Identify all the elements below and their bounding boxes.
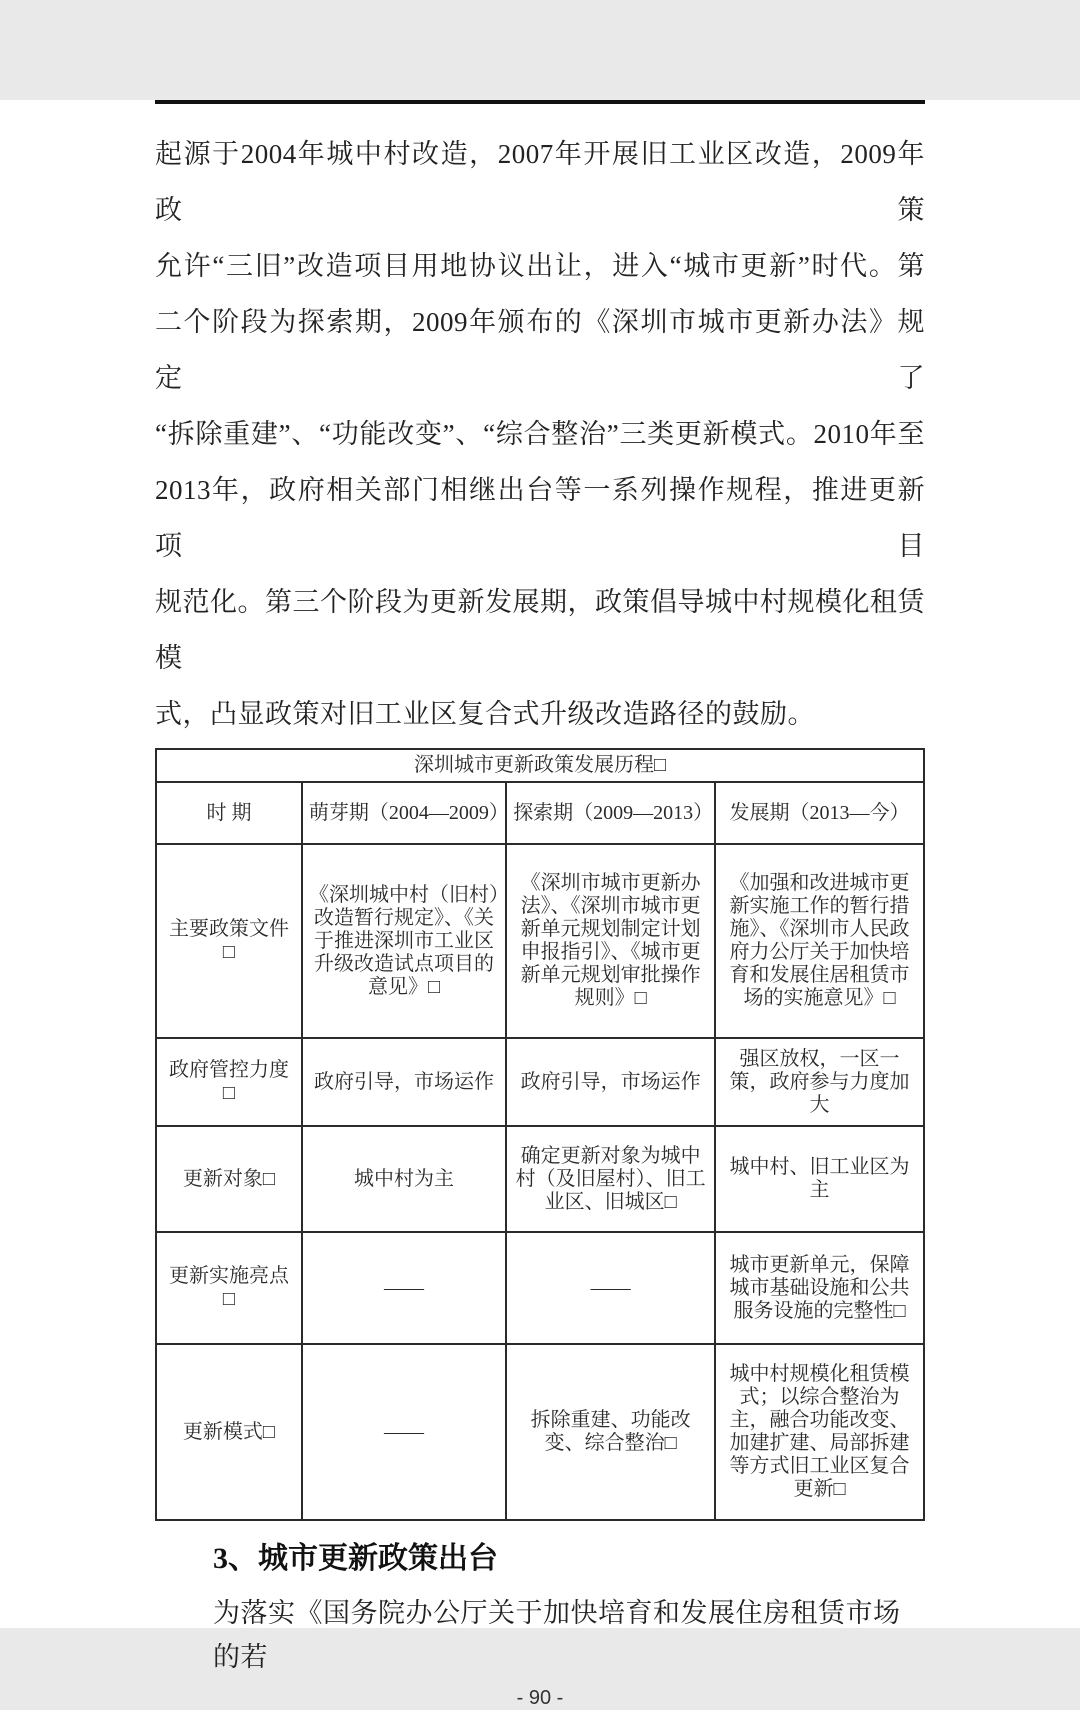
page-content: [0, 100, 1080, 1710]
table-title-row: [156, 749, 924, 782]
row-label: 更新模式□: [156, 1344, 302, 1520]
policy-history-table: [155, 748, 925, 1521]
row-label: 政府管控力度□: [156, 1038, 302, 1126]
table-cell: 《深圳市城市更新办法》、《深圳市城市更新单元规划制定计划申报指引》、《城市更新单元规划审批操作规则》□: [506, 844, 715, 1038]
column-header-explore: 探索期（2009—2013）: [506, 782, 715, 844]
document-page: [0, 100, 1080, 1709]
table-cell: 政府引导，市场运作: [302, 1038, 506, 1126]
column-header-sprout: 萌芽期（2004—2009）: [302, 782, 506, 844]
intro-line: 起源于2004年城中村改造，2007年开展旧工业区改造，2009年政策: [155, 139, 925, 225]
intro-line: “拆除重建”、“功能改变”、“综合整治”三类更新模式。2010年至: [155, 419, 925, 449]
page-number: - 90 -: [516, 1687, 564, 1709]
intro-line: 规范化。第三个阶段为更新发展期，政策倡导城中村规模化租赁模: [155, 587, 925, 673]
table-row: [156, 844, 924, 1038]
column-header-develop: 发展期（2013—今）: [715, 782, 924, 844]
table-row: [156, 1038, 924, 1126]
table-cell: 城市更新单元，保障城市基础设施和公共服务设施的完整性□: [715, 1232, 924, 1344]
column-header-period: 时 期: [156, 782, 302, 844]
table-cell: 城中村为主: [302, 1126, 506, 1232]
body-paragraph: 为落实《国务院办公厅关于加快培育和发展住房租赁市场的若: [213, 1598, 901, 1672]
header-rule: [155, 100, 925, 104]
row-label: 更新实施亮点□: [156, 1232, 302, 1344]
table-row: [156, 1344, 924, 1520]
row-label: 更新对象□: [156, 1126, 302, 1232]
table-title: 深圳城市更新政策发展历程□: [156, 749, 924, 782]
table-cell: 《加强和改进城市更新实施工作的暂行措施》、《深圳市人民政府力公厅关于加快培育和发展住居租赁市场的实施意见》□: [715, 844, 924, 1038]
table-cell: 强区放权，一区一策，政府参与力度加大: [715, 1038, 924, 1126]
table-row: [156, 1232, 924, 1344]
table-cell: 确定更新对象为城中村（及旧屋村）、旧工业区、旧城区□: [506, 1126, 715, 1232]
table-cell: 城中村规模化租赁模式；以综合整治为主，融合功能改变、加建扩建、局部拆建等方式旧工业区复合更新□: [715, 1344, 924, 1520]
table-cell: ——: [302, 1344, 506, 1520]
intro-line: 二个阶段为探索期，2009年颁布的《深圳市城市更新办法》规定了: [155, 307, 925, 393]
intro-line: 式，凸显政策对旧工业区复合式升级改造路径的鼓励。: [155, 699, 815, 729]
section-heading: 3、城市更新政策出台: [213, 1542, 498, 1575]
table-cell: 政府引导，市场运作: [506, 1038, 715, 1126]
table-row: [156, 1126, 924, 1232]
intro-line: 允许“三旧”改造项目用地协议出让，进入“城市更新”时代。第: [155, 251, 925, 281]
row-label: 主要政策文件□: [156, 844, 302, 1038]
table-cell: 拆除重建、功能改变、综合整治□: [506, 1344, 715, 1520]
table-cell: 城中村、旧工业区为主: [715, 1126, 924, 1232]
intro-paragraph: [155, 126, 925, 742]
table-cell: ——: [506, 1232, 715, 1344]
table-cell: ——: [302, 1232, 506, 1344]
intro-line: 2013年，政府相关部门相继出台等一系列操作规程，推进更新项目: [155, 475, 925, 561]
table-header-row: [156, 782, 924, 844]
table-cell: 《深圳城中村（旧村）改造暂行规定》、《关于推进深圳市工业区升级改造试点项目的意见》□: [302, 844, 506, 1038]
